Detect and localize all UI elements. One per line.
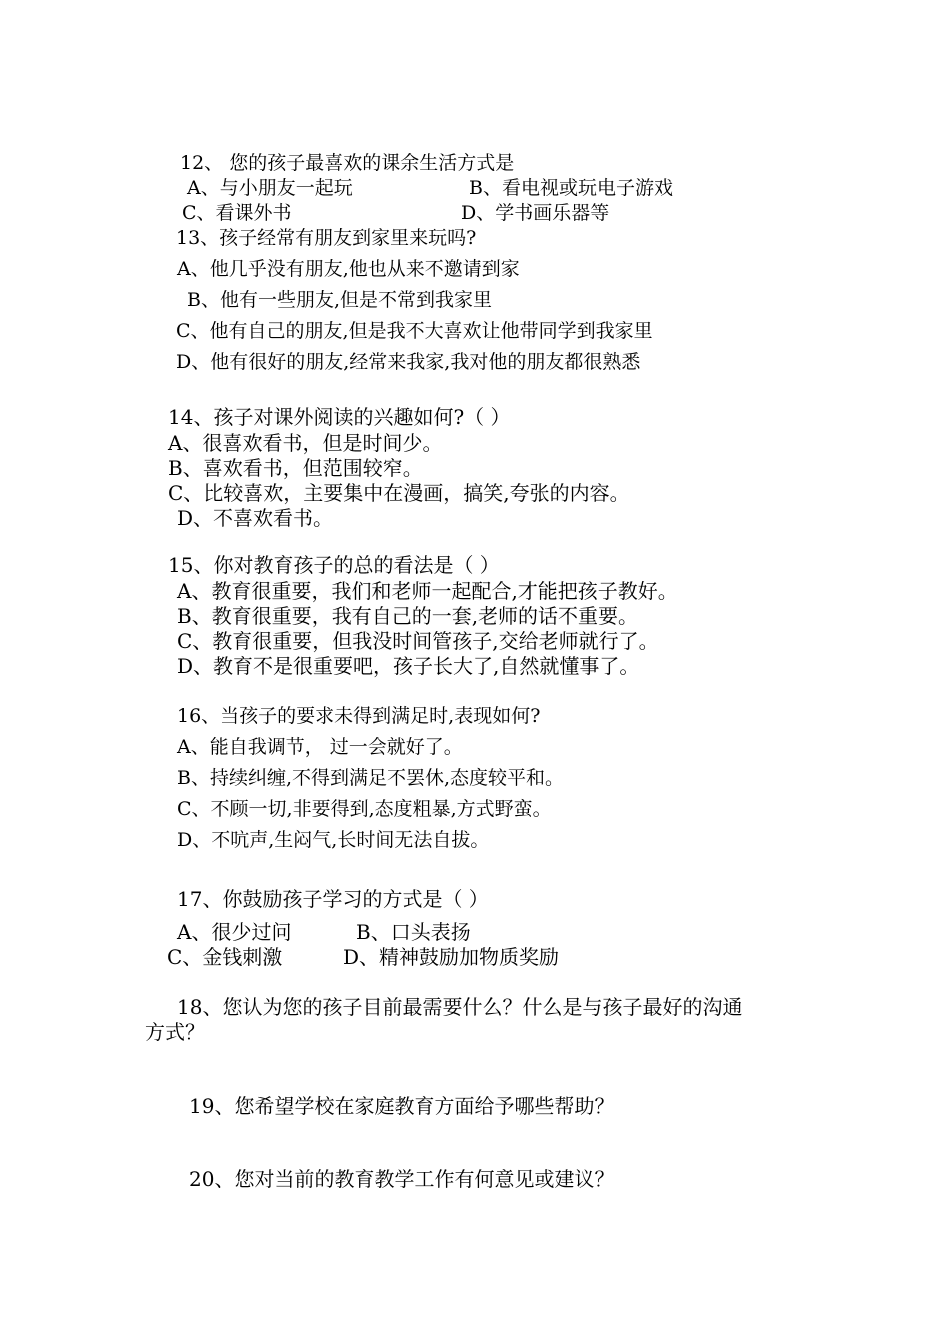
q19-stem: 19、您希望学校在家庭教育方面给予哪些帮助？ — [189, 1094, 615, 1118]
q14-option-d: D、不喜欢看书。 — [177, 506, 334, 530]
q13-option-c: C、他有自己的朋友,但是我不大喜欢让他带同学到我家里 — [176, 320, 653, 342]
q17-option-c: C、金钱刺激 — [167, 945, 283, 969]
q20-stem: 20、您对当前的教育教学工作有何意见或建议？ — [189, 1167, 615, 1191]
q13-stem: 13、孩子经常有朋友到家里来玩吗? — [176, 227, 477, 249]
q15-option-b: B、教育很重要，我有自己的一套,老师的话不重要。 — [177, 604, 639, 628]
q14-option-b: B、喜欢看书，但范围较窄。 — [168, 456, 423, 480]
q13-option-b: B、他有一些朋友,但是不常到我家里 — [187, 289, 493, 311]
q17-option-b: B、口头表扬 — [356, 920, 471, 944]
q14-stem: 14、孩子对课外阅读的兴趣如何?（ ） — [168, 405, 511, 429]
q13-option-a: A、他几乎没有朋友,他也从来不邀请到家 — [177, 258, 520, 280]
q15-option-a: A、教育很重要，我们和老师一起配合,才能把孩子教好。 — [177, 579, 678, 603]
q14-option-c: C、比较喜欢，主要集中在漫画，搞笑,夸张的内容。 — [168, 481, 630, 505]
q13-option-d: D、他有很好的朋友,经常来我家,我对他的朋友都很熟悉 — [176, 351, 641, 373]
q17-option-d: D、精神鼓励加物质奖励 — [343, 945, 560, 969]
q12-option-d: D、学书画乐器等 — [461, 202, 610, 224]
q15-stem: 15、你对教育孩子的总的看法是（ ） — [168, 553, 500, 577]
q12-option-b: B、看电视或玩电子游戏 — [469, 177, 673, 199]
q16-option-b: B、持续纠缠,不得到满足不罢休,态度较平和。 — [177, 767, 565, 789]
q16-option-d: D、不吭声,生闷气,长时间无法自拔。 — [177, 829, 490, 851]
q18-line-2: 方式？ — [145, 1020, 205, 1044]
q17-stem: 17、你鼓励孩子学习的方式是（ ） — [177, 887, 489, 911]
q15-option-c: C、教育很重要，但我没时间管孩子,交给老师就行了。 — [177, 629, 659, 653]
q14-option-a: A、很喜欢看书，但是时间少。 — [168, 431, 443, 455]
q17-option-a: A、很少过问 — [177, 920, 292, 944]
q15-option-d: D、教育不是很重要吧，孩子长大了,自然就懂事了。 — [177, 654, 640, 678]
q18-line-1: 18、您认为您的孩子目前最需要什么？什么是与孩子最好的沟通 — [177, 995, 743, 1019]
q12-stem: 12、 您的孩子最喜欢的课余生活方式是 — [180, 152, 515, 174]
q12-option-c: C、看课外书 — [182, 202, 292, 224]
q16-option-a: A、能自我调节， 过一会就好了。 — [177, 736, 463, 758]
q16-stem: 16、当孩子的要求未得到满足时,表现如何? — [177, 705, 541, 727]
q16-option-c: C、不顾一切,非要得到,态度粗暴,方式野蛮。 — [177, 798, 552, 820]
q12-option-a: A、与小朋友一起玩 — [187, 177, 353, 199]
